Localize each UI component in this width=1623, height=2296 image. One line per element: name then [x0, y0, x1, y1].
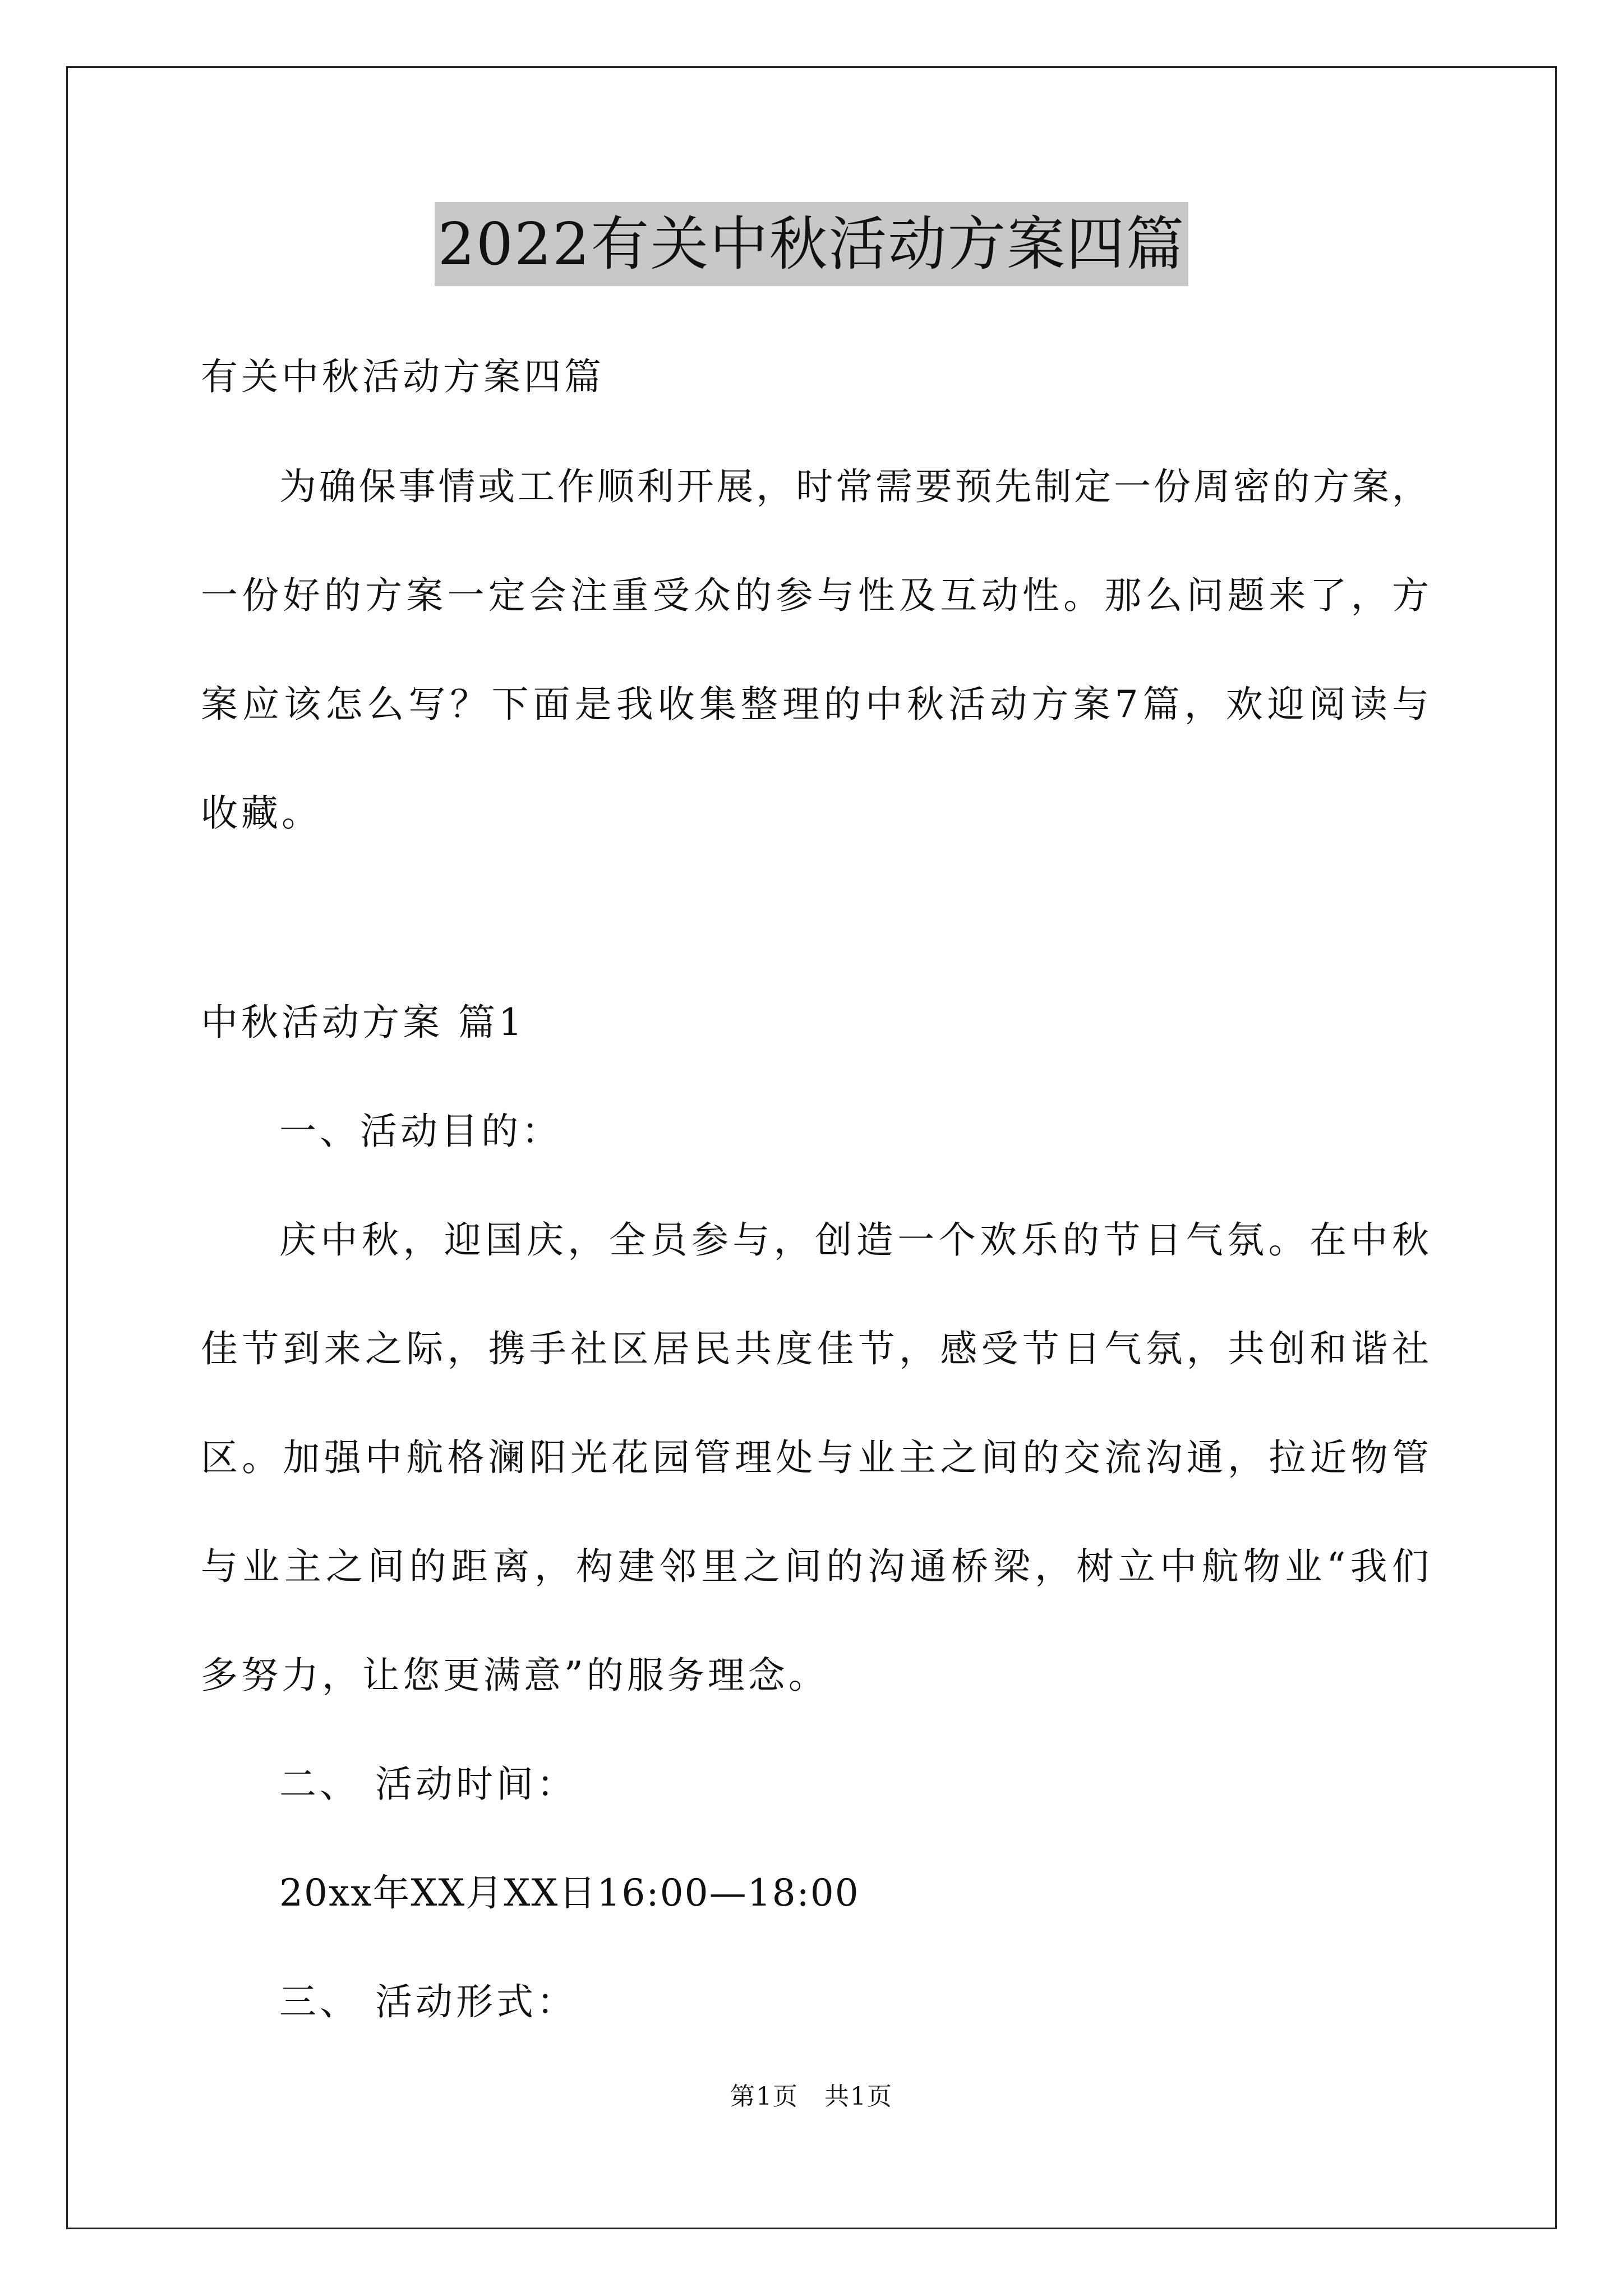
intro-line-4: 收藏。	[201, 792, 322, 835]
intro-line-3: 案应该怎么写？下面是我收集整理的中秋活动方案7篇，欢迎阅读与	[201, 683, 1429, 726]
page-footer: 第1页 共1页	[730, 2082, 893, 2111]
time-value: 20xx年XX月XX日16:00—18:00	[279, 1871, 860, 1915]
purpose-line-2: 佳节到来之际，携手社区居民共度佳节，感受节日气氛，共创和谐社	[201, 1327, 1429, 1370]
intro-line-1: 为确保事情或工作顺利开展，时常需要预先制定一份周密的方案，	[279, 465, 1429, 508]
purpose-line-5: 多努力，让您更满意”的服务理念。	[201, 1654, 829, 1697]
format-heading: 三、 活动形式：	[279, 1980, 577, 2023]
title-container	[0, 202, 1623, 286]
document-subtitle: 有关中秋活动方案四篇	[201, 355, 605, 398]
document-title: 2022有关中秋活动方案四篇	[435, 202, 1189, 286]
purpose-line-1: 庆中秋，迎国庆，全员参与，创造一个欢乐的节日气氛。在中秋	[279, 1218, 1429, 1262]
section-heading: 中秋活动方案 篇1	[201, 1001, 525, 1044]
time-heading: 二、 活动时间：	[279, 1763, 577, 1806]
intro-line-2: 一份好的方案一定会注重受众的参与性及互动性。那么问题来了，方	[201, 574, 1429, 617]
purpose-heading: 一、活动目的：	[279, 1110, 562, 1153]
purpose-line-3: 区。加强中航格澜阳光花园管理处与业主之间的交流沟通，拉近物管	[201, 1436, 1429, 1479]
purpose-line-4: 与业主之间的距离，构建邻里之间的沟通桥梁，树立中航物业“我们	[201, 1545, 1429, 1588]
